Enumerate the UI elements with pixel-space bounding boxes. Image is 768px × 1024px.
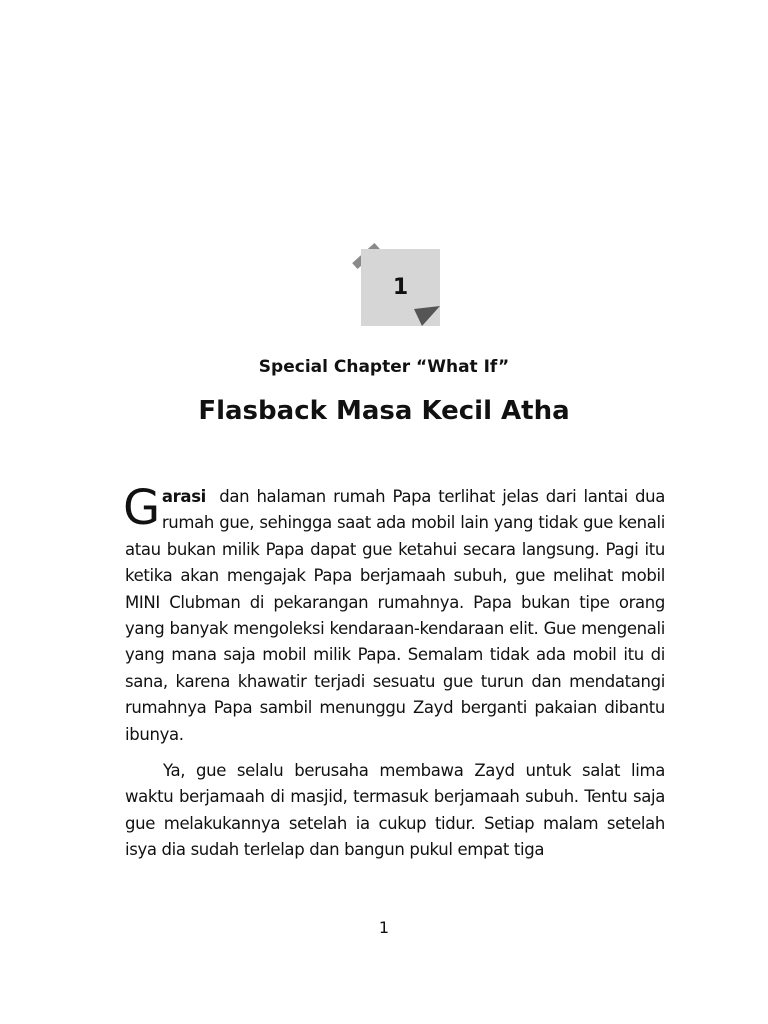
chapter-subtitle: Special Chapter “What If”: [258, 357, 510, 377]
paragraph-first: [123, 480, 665, 748]
drop-cap: G: [123, 480, 160, 536]
paragraph-text: dan halaman rumah Papa terlihat jelas dari lantai dua rumah gue, sehingga saat ada mobil lain yang tidak gue kenali atau bukan milik Papa dapat gue ketahui secara langsung. Pagi itu ketika akan mengajak Papa berjamaah subuh, gue melihat mobil MINI Clubman di pekarangan rumahnya. Papa bukan tipe orang yang banyak mengoleksi kendaraan-kendaraan elit. Gue mengenali yang mana saja mobil milik Papa. Semalam tidak ada mobil itu di sana, karena khawatir terjadi sesuatu gue turun dan mendatangi rumahnya Papa sambil menunggu Zayd berganti pakaian dibantu ibunya.: [125, 487, 665, 744]
chapter-number: 1: [392, 275, 409, 300]
paragraph-second: Ya, gue selalu berusaha membawa Zayd untuk salat lima waktu berjamaah di masjid, termasuk berjamaah subuh. Tentu saja gue melakukannya setelah ia cukup tidur. Setiap malam setelah isya dia sudah terlelap dan bangun pukul empat tiga: [125, 761, 665, 860]
lead-word: arasi: [161, 487, 206, 506]
chapter-body: [123, 480, 665, 864]
page-curl-icon: [414, 306, 442, 328]
chapter-title: Flasback Masa Kecil Atha: [198, 396, 570, 426]
page-number: 1: [378, 918, 390, 937]
